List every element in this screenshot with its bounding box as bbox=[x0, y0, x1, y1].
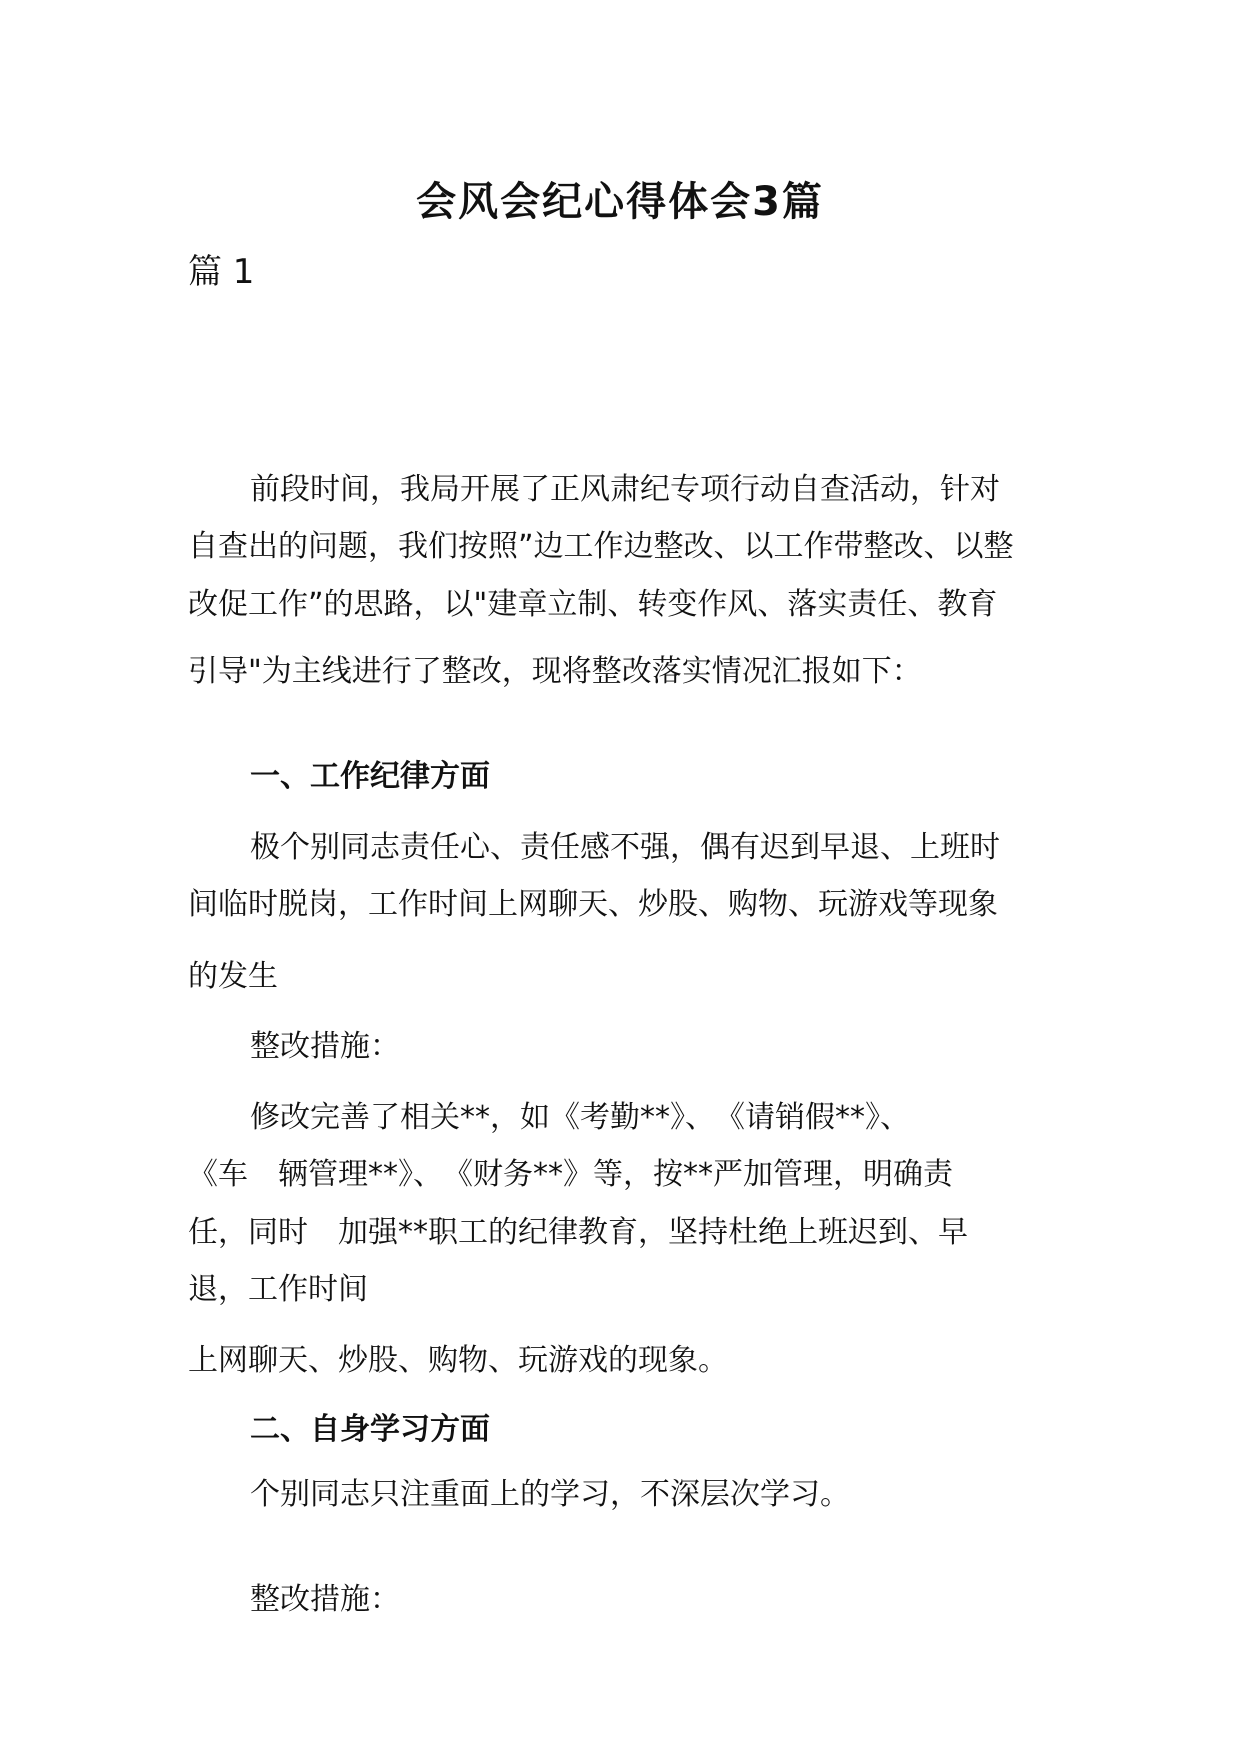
paragraph-line: 退，工作时间 bbox=[188, 1272, 368, 1307]
paragraph-line: 前段时间，我局开展了正风肃纪专项行动自查活动，针对 bbox=[250, 472, 1000, 507]
paragraph-line: 改促工作”的思路，以"建章立制、转变作风、落实责任、教育 bbox=[188, 587, 998, 622]
section-heading: 一、工作纪律方面 bbox=[250, 759, 490, 794]
paragraph-line: 《车 辆管理**》、 《财务**》等，按**严加管理，明确责 bbox=[188, 1157, 953, 1192]
paragraph-line: 间临时脱岗，工作时间上网聊天、炒股、购物、玩游戏等现象 bbox=[188, 887, 998, 922]
section-label: 篇 1 bbox=[188, 252, 255, 292]
measures-label: 整改措施： bbox=[250, 1029, 400, 1064]
paragraph-line: 任，同时 加强**职工的纪律教育，坚持杜绝上班迟到、早 bbox=[188, 1215, 968, 1250]
section-heading: 二、自身学习方面 bbox=[250, 1412, 490, 1447]
paragraph-line: 个别同志只注重面上的学习，不深层次学习。 bbox=[250, 1477, 850, 1512]
document-title: 会风会纪心得体会3篇 bbox=[416, 179, 824, 225]
paragraph-line: 上网聊天、炒股、购物、玩游戏的现象。 bbox=[188, 1343, 728, 1378]
paragraph-line: 自查出的问题，我们按照”边工作边整改、以工作带整改、以整 bbox=[188, 529, 1014, 564]
paragraph-line: 极个别同志责任心、责任感不强，偶有迟到早退、上班时 bbox=[250, 830, 1000, 865]
paragraph-line: 引导"为主线进行了整改，现将整改落实情况汇报如下： bbox=[188, 654, 922, 689]
paragraph-line: 的发生 bbox=[188, 959, 278, 994]
paragraph-line: 修改完善了相关**，如《考勤**》、 《请销假**》、 bbox=[250, 1100, 910, 1135]
measures-label: 整改措施： bbox=[250, 1582, 400, 1617]
